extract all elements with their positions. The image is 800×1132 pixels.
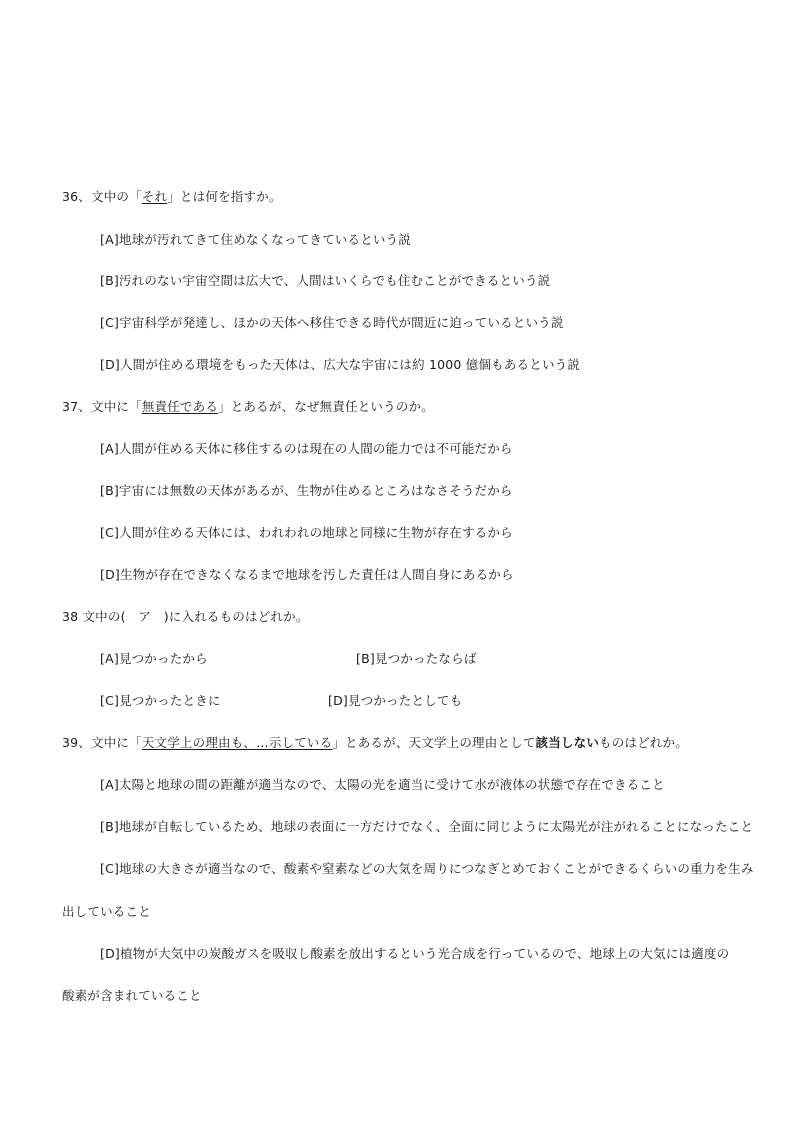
question-39 xyxy=(62,735,688,751)
question-37-prefix: 37、文中に「 xyxy=(62,399,142,414)
question-38-option-d[interactable]: [D]見つかったとしても xyxy=(328,693,463,708)
question-39-prefix: 39、文中に「 xyxy=(62,735,142,750)
question-39-underlined: 天文学上の理由も、…示している xyxy=(141,735,333,750)
question-37-underlined: 無責任である xyxy=(141,399,219,414)
question-36-suffix: 」とは何を指すか。 xyxy=(167,189,282,204)
question-39-option-c-continued: 出していること xyxy=(62,904,151,919)
question-39-middle: 」とあるが、天文学上の理由として xyxy=(332,735,536,750)
question-36-option-d[interactable]: [D]人間が住める環境をもった天体は、広大な宇宙には約 1000 億個もあるという説 xyxy=(100,357,581,372)
question-36-option-c[interactable]: [C]宇宙科学が発達し、ほかの天体へ移住できる時代が間近に迫っているという説 xyxy=(100,315,564,330)
question-39-bold: 該当しない xyxy=(535,735,600,750)
question-37-option-d[interactable]: [D]生物が存在できなくなるまで地球を汚した責任は人間自身にあるから xyxy=(100,567,514,582)
question-39-suffix: ものはどれか。 xyxy=(599,735,688,750)
question-39-option-d-continued: 酸素が含まれていること xyxy=(62,988,202,1003)
question-38-option-b[interactable]: [B]見つかったならば xyxy=(356,651,477,666)
question-37-option-a[interactable]: [A]人間が住める天体に移住するのは現在の人間の能力では不可能だから xyxy=(100,441,513,456)
question-36-underlined: それ xyxy=(141,189,168,204)
question-37-option-c[interactable]: [C]人間が住める天体には、われわれの地球と同様に生物が存在するから xyxy=(100,525,513,540)
question-37-option-b[interactable]: [B]宇宙には無数の天体があるが、生物が住めるところはなさそうだから xyxy=(100,483,513,498)
question-37 xyxy=(62,399,434,415)
question-37-suffix: 」とあるが、なぜ無責任というのか。 xyxy=(218,399,434,414)
question-39-option-c[interactable]: [C]地球の大きさが適当なので、酸素や窒素などの大気を周りにつなぎとめておくことができるくらいの重力を生み xyxy=(100,861,754,876)
question-36-prefix: 36、文中の「 xyxy=(62,189,142,204)
question-36 xyxy=(62,189,282,205)
question-36-option-a[interactable]: [A]地球が汚れてきて住めなくなってきているという説 xyxy=(100,232,412,247)
question-39-option-b[interactable]: [B]地球が自転しているため、地球の表面に一方だけでなく、全面に同じように太陽光が注がれることになったこと xyxy=(100,819,754,834)
question-39-option-a[interactable]: [A]太陽と地球の間の距離が適当なので、太陽の光を適当に受けて水が液体の状態で存在できること xyxy=(100,777,665,792)
question-38: 38 文中の( ア )に入れるものはどれか。 xyxy=(62,609,309,624)
question-39-option-d[interactable]: [D]植物が大気中の炭酸ガスを吸収し酸素を放出するという光合成を行っているので、地球上の大気には適度の xyxy=(100,946,730,961)
question-36-option-b[interactable]: [B]汚れのない宇宙空間は広大で、人間はいくらでも住むことができるという説 xyxy=(100,273,551,288)
question-38-option-c[interactable]: [C]見つかったときに xyxy=(100,693,221,708)
question-38-option-a[interactable]: [A]見つかったから xyxy=(100,651,208,666)
